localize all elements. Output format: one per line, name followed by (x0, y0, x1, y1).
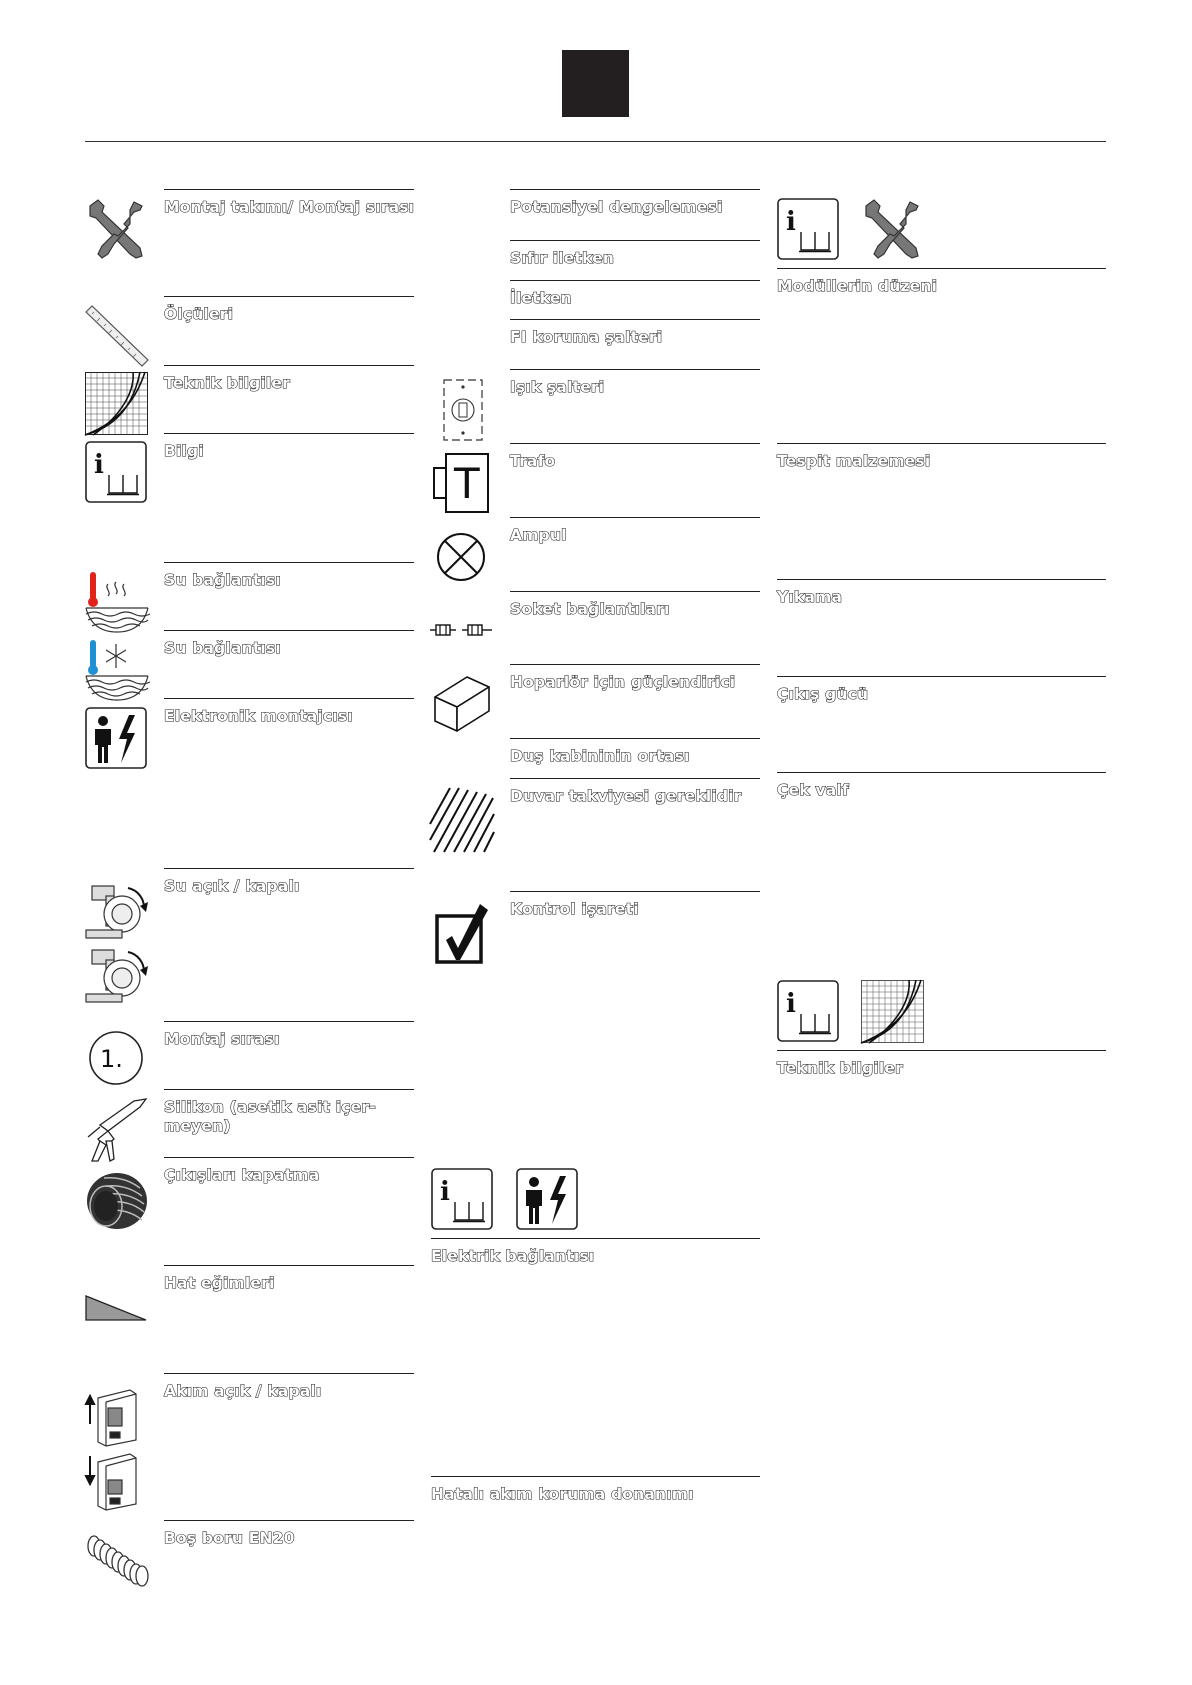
rule (164, 1157, 414, 1158)
electrician-icon (516, 1168, 578, 1230)
rule (777, 268, 1106, 269)
rule (777, 772, 1106, 773)
label-fixing-material: Tespit malzemesi (777, 452, 931, 470)
info-letter: i (786, 989, 796, 1019)
hatching-icon (430, 788, 494, 852)
rule (164, 630, 414, 631)
rule (164, 1021, 414, 1022)
rule (431, 1476, 760, 1477)
graph-icon (85, 372, 148, 435)
outlet-plug-icon (84, 1168, 150, 1234)
info-book-icon (777, 980, 839, 1042)
conduit-pipe-icon (84, 1534, 150, 1588)
label-electronic-installation: Elektronik montajcısı (164, 707, 353, 725)
transformer-letter: T (454, 459, 480, 508)
wrench-screwdriver-icon (860, 196, 926, 262)
rule (510, 591, 760, 592)
rule (510, 319, 760, 320)
label-line-slope: Hat eğimleri (164, 1274, 275, 1292)
info-letter: i (786, 207, 796, 237)
label-wall-reinforcement: Duvar takviyesi gereklidir (510, 787, 742, 805)
info-book-icon (85, 441, 147, 503)
label-close-outlets: Çıkışları kapatma (164, 1166, 320, 1184)
rule (164, 433, 414, 434)
label-technical-data-col3: Teknik bilgiler (777, 1059, 903, 1077)
label-plug-connections: Soket bağlantıları (510, 600, 670, 618)
rule (164, 868, 414, 869)
rule (777, 443, 1106, 444)
transformer-icon (432, 452, 490, 514)
breaker-switch-icon (84, 1384, 150, 1516)
rule (164, 1265, 414, 1266)
graph-icon (861, 980, 924, 1043)
valve-icon (84, 878, 150, 1010)
amplifier-box-icon (433, 675, 491, 733)
info-letter: i (94, 450, 104, 480)
light-switch-icon (443, 379, 483, 441)
label-water-connection-hot: Su bağlantısı (164, 571, 281, 589)
rule (777, 579, 1106, 580)
label-mounting-kit: Montaj takımı/ Montaj sırası (164, 198, 415, 216)
rule (510, 517, 760, 518)
step-number-icon (87, 1029, 145, 1087)
label-technical-data: Teknik bilgiler (164, 374, 290, 392)
hot-water-icon (84, 570, 150, 634)
label-output-power: Çıkış gücü (777, 685, 869, 703)
label-transformer: Trafo (510, 452, 556, 470)
connector-icon (430, 622, 494, 638)
rule (431, 1238, 760, 1239)
rule (164, 562, 414, 563)
rule (510, 280, 760, 281)
rule (164, 1089, 414, 1090)
rule (164, 296, 414, 297)
ruler-icon (84, 302, 150, 368)
rule (510, 664, 760, 665)
page-marker-square (562, 50, 629, 117)
label-fi-switch: FI koruma şalteri (510, 328, 663, 346)
rule (510, 778, 760, 779)
label-flushing: Yıkama (777, 588, 843, 606)
rule (164, 698, 414, 699)
label-info: Bilgi (164, 442, 204, 460)
step-number: 1. (100, 1045, 123, 1073)
rule (164, 365, 414, 366)
label-empty-pipe: Boş boru EN20 (164, 1529, 295, 1547)
rule (510, 891, 760, 892)
label-conductor: İletken (510, 289, 572, 307)
rule (510, 443, 760, 444)
slope-icon (85, 1294, 147, 1322)
cold-water-icon (84, 638, 150, 702)
label-water-connection-cold: Su bağlantısı (164, 639, 281, 657)
label-rcd: Hatalı akım koruma donanımı (431, 1485, 694, 1503)
label-silicone-line1: Silikon (asetik asit içer- (164, 1098, 376, 1116)
rule (510, 738, 760, 739)
silicone-gun-icon (84, 1097, 150, 1163)
label-check-valve: Çek valf (777, 781, 849, 799)
label-module-layout: Modüllerin düzeni (777, 277, 938, 295)
label-lamp: Ampul (510, 526, 567, 544)
checkbox-checked-icon (434, 900, 492, 966)
label-equipotential: Potansiyel dengelemesi (510, 198, 723, 216)
wrench-screwdriver-icon (84, 196, 150, 262)
label-check-mark: Kontrol işareti (510, 900, 639, 918)
rule (164, 189, 414, 190)
electrician-icon (85, 707, 147, 769)
label-dimensions: Ölçüleri (164, 305, 234, 323)
label-silicone-line2: meyen) (164, 1117, 231, 1135)
rule (164, 1520, 414, 1521)
label-power-on-off: Akım açık / kapalı (164, 1382, 322, 1400)
label-electrical-connection: Elektrik bağlantısı (431, 1247, 595, 1265)
rule (510, 240, 760, 241)
label-mounting-order: Montaj sırası (164, 1030, 280, 1048)
label-neutral: Sıfır iletken (510, 249, 615, 267)
rule (777, 1050, 1106, 1051)
label-light-switch: Işık şalteri (510, 378, 605, 396)
rule (510, 369, 760, 370)
lamp-icon (436, 532, 486, 582)
rule (510, 189, 760, 190)
label-speaker-amp: Hoparlör için güçlendirici (510, 673, 736, 691)
rule (777, 676, 1106, 677)
rule (164, 1373, 414, 1374)
info-book-icon (777, 198, 839, 260)
label-water-on-off: Su açık / kapalı (164, 877, 300, 895)
info-book-icon (431, 1168, 493, 1230)
header-rule (85, 141, 1106, 142)
label-shower-center: Duş kabininin ortası (510, 747, 690, 765)
info-letter: i (440, 1177, 450, 1207)
